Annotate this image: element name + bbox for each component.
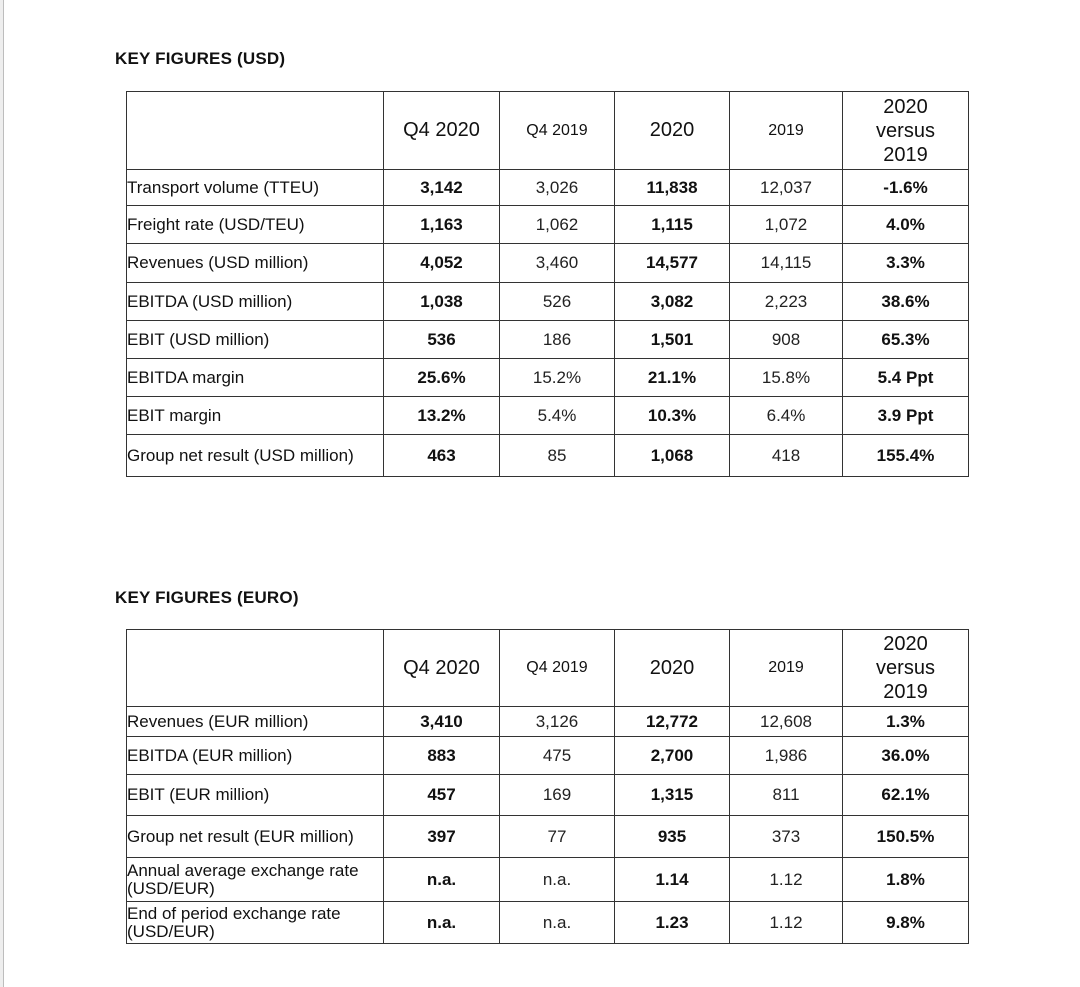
value-cell: 15.2% [500, 359, 615, 397]
table-row [127, 321, 969, 359]
row-label: Revenues (EUR million) [127, 707, 384, 737]
value-cell: 15.8% [730, 359, 843, 397]
value-cell: 418 [730, 435, 843, 477]
value-cell: 475 [500, 737, 615, 775]
value-cell: 4,052 [384, 244, 500, 283]
table-row [127, 902, 969, 944]
header-empty-cell [127, 92, 384, 170]
value-cell: 3,460 [500, 244, 615, 283]
value-cell: 883 [384, 737, 500, 775]
value-cell: 3,126 [500, 707, 615, 737]
header-versus-line: 2020 [883, 95, 928, 118]
value-cell: 21.1% [615, 359, 730, 397]
eur-table-body [127, 707, 969, 944]
row-label: End of period exchange rate (USD/EUR) [127, 902, 384, 944]
value-cell: 397 [384, 816, 500, 858]
value-cell: 2,700 [615, 737, 730, 775]
row-label: Annual average exchange rate (USD/EUR) [127, 858, 384, 902]
document-page [3, 0, 1080, 987]
value-cell: 25.6% [384, 359, 500, 397]
value-cell: 908 [730, 321, 843, 359]
header-versus-line: versus [876, 657, 935, 679]
value-cell: 12,037 [730, 170, 843, 206]
table-row [127, 359, 969, 397]
usd-section-title: KEY FIGURES (USD) [115, 49, 286, 68]
value-cell: 186 [500, 321, 615, 359]
value-cell: 38.6% [843, 283, 969, 321]
table-row [127, 397, 969, 435]
value-cell: 2,223 [730, 283, 843, 321]
value-cell: 4.0% [843, 206, 969, 244]
value-cell: 1.3% [843, 707, 969, 737]
header-versus-line: versus [876, 119, 935, 142]
usd-table-body [127, 170, 969, 477]
value-cell: 14,577 [615, 244, 730, 283]
value-cell: n.a. [500, 858, 615, 902]
table-row [127, 816, 969, 858]
value-cell: 3.9 Ppt [843, 397, 969, 435]
value-cell: 1,062 [500, 206, 615, 244]
value-cell: 1,072 [730, 206, 843, 244]
value-cell: 1,163 [384, 206, 500, 244]
value-cell: 62.1% [843, 775, 969, 816]
value-cell: 1.14 [615, 858, 730, 902]
value-cell: 5.4% [500, 397, 615, 435]
value-cell: 3,410 [384, 707, 500, 737]
value-cell: 1,315 [615, 775, 730, 816]
header-versus-line: 2019 [883, 681, 928, 703]
table-header-row [127, 630, 969, 707]
row-label: Group net result (USD million) [127, 435, 384, 477]
header-q4-2019: Q4 2019 [500, 630, 615, 707]
value-cell: 811 [730, 775, 843, 816]
value-cell: 1,038 [384, 283, 500, 321]
table-row [127, 858, 969, 902]
header-versus-line: 2020 [883, 633, 928, 655]
value-cell: 536 [384, 321, 500, 359]
table-row [127, 283, 969, 321]
value-cell: 13.2% [384, 397, 500, 435]
header-q4-2020: Q4 2020 [384, 630, 500, 707]
table-row [127, 244, 969, 283]
value-cell: 1,115 [615, 206, 730, 244]
value-cell: 463 [384, 435, 500, 477]
row-label: EBITDA (USD million) [127, 283, 384, 321]
header-versus [843, 92, 969, 170]
value-cell: 150.5% [843, 816, 969, 858]
value-cell: 12,608 [730, 707, 843, 737]
row-label: EBITDA margin [127, 359, 384, 397]
header-2019: 2019 [730, 630, 843, 707]
value-cell: 1,501 [615, 321, 730, 359]
header-2020: 2020 [615, 630, 730, 707]
row-label: Group net result (EUR million) [127, 816, 384, 858]
value-cell: 3,026 [500, 170, 615, 206]
value-cell: 169 [500, 775, 615, 816]
value-cell: 77 [500, 816, 615, 858]
value-cell: 5.4 Ppt [843, 359, 969, 397]
value-cell: 3.3% [843, 244, 969, 283]
header-empty-cell [127, 630, 384, 707]
value-cell: 9.8% [843, 902, 969, 944]
row-label: EBIT (EUR million) [127, 775, 384, 816]
row-label: Transport volume (TTEU) [127, 170, 384, 206]
row-label: EBITDA (EUR million) [127, 737, 384, 775]
value-cell: 65.3% [843, 321, 969, 359]
row-label: Freight rate (USD/TEU) [127, 206, 384, 244]
value-cell: 11,838 [615, 170, 730, 206]
header-q4-2020: Q4 2020 [384, 92, 500, 170]
value-cell: n.a. [384, 858, 500, 902]
value-cell: 373 [730, 816, 843, 858]
table-row [127, 707, 969, 737]
value-cell: -1.6% [843, 170, 969, 206]
value-cell: 36.0% [843, 737, 969, 775]
eur-key-figures-table [126, 629, 969, 944]
value-cell: 1.12 [730, 858, 843, 902]
value-cell: 1,068 [615, 435, 730, 477]
value-cell: 3,142 [384, 170, 500, 206]
table-row [127, 435, 969, 477]
value-cell: 1,986 [730, 737, 843, 775]
row-label: EBIT (USD million) [127, 321, 384, 359]
header-versus-line: 2019 [883, 143, 928, 166]
value-cell: 14,115 [730, 244, 843, 283]
value-cell: 12,772 [615, 707, 730, 737]
usd-key-figures-table [126, 91, 969, 477]
value-cell: n.a. [500, 902, 615, 944]
value-cell: 85 [500, 435, 615, 477]
value-cell: 155.4% [843, 435, 969, 477]
eur-section-title: KEY FIGURES (EURO) [115, 588, 299, 607]
value-cell: 3,082 [615, 283, 730, 321]
row-label: EBIT margin [127, 397, 384, 435]
header-versus [843, 630, 969, 707]
value-cell: 10.3% [615, 397, 730, 435]
value-cell: 935 [615, 816, 730, 858]
row-label: Revenues (USD million) [127, 244, 384, 283]
header-2019: 2019 [730, 92, 843, 170]
table-row [127, 737, 969, 775]
value-cell: n.a. [384, 902, 500, 944]
value-cell: 1.12 [730, 902, 843, 944]
header-q4-2019: Q4 2019 [500, 92, 615, 170]
table-row [127, 170, 969, 206]
value-cell: 526 [500, 283, 615, 321]
table-row [127, 775, 969, 816]
value-cell: 6.4% [730, 397, 843, 435]
header-2020: 2020 [615, 92, 730, 170]
value-cell: 1.23 [615, 902, 730, 944]
value-cell: 457 [384, 775, 500, 816]
table-row [127, 206, 969, 244]
value-cell: 1.8% [843, 858, 969, 902]
table-header-row [127, 92, 969, 170]
